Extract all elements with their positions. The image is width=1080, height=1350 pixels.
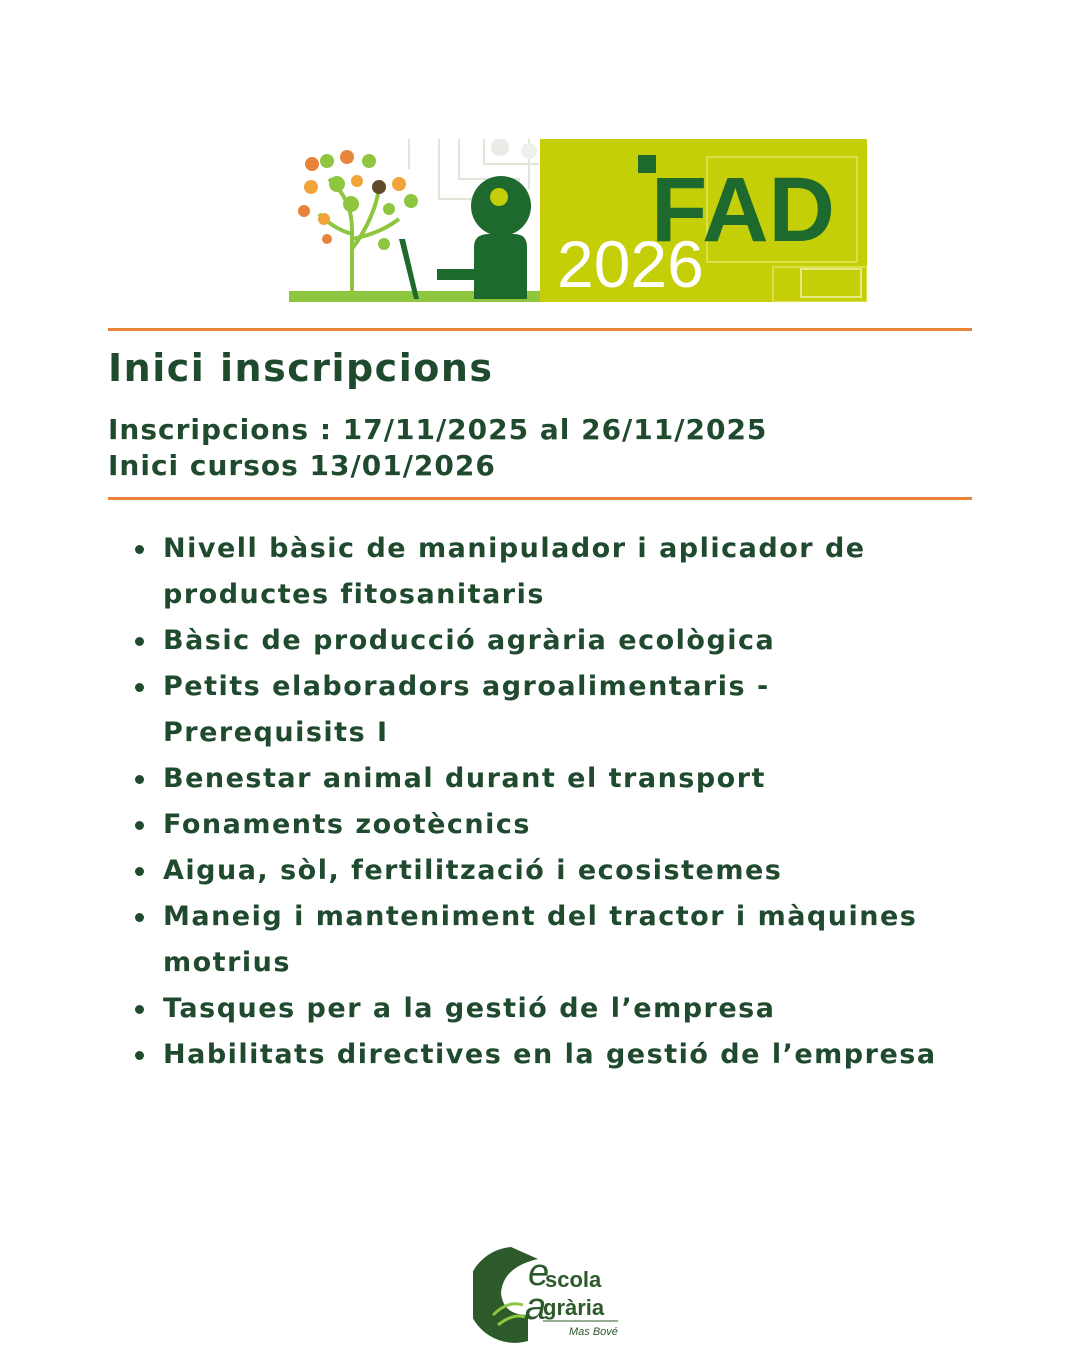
registration-dates: Inscripcions : 17/11/2025 al 26/11/2025 [108, 413, 768, 446]
course-label: Nivell bàsic de manipulador i aplicador de productes fitosanitaris [163, 533, 866, 610]
course-label: Maneig i manteniment del tractor i màquines motrius [163, 901, 918, 978]
fad-year: 2026 [557, 227, 704, 301]
list-item [130, 802, 950, 848]
list-item [130, 664, 950, 756]
logo-line-2: grària [543, 1295, 605, 1320]
escola-agraria-logo-graphic [473, 1245, 623, 1345]
list-item [130, 986, 950, 1032]
course-label: Tasques per a la gestió de l’empresa [163, 993, 776, 1024]
svg-text:a: a [525, 1286, 547, 1328]
course-label: Habilitats directives en la gestió de l’empresa [163, 1039, 937, 1070]
course-start-date: Inici cursos 13/01/2026 [108, 449, 496, 482]
logo-line-1: scola [545, 1267, 602, 1292]
bullet-icon [135, 821, 144, 830]
list-item [130, 526, 950, 618]
bullet-icon [135, 683, 144, 692]
course-list [130, 526, 950, 1078]
course-label: Bàsic de producció agrària ecològica [163, 625, 776, 656]
bullet-icon [135, 637, 144, 646]
escola-agraria-logo [473, 1245, 623, 1345]
page-title: Inici inscripcions [108, 346, 494, 390]
bullet-icon [135, 913, 144, 922]
course-label: Aigua, sòl, fertilització i ecosistemes [163, 855, 783, 886]
logo-line-3: Mas Bové [569, 1326, 618, 1338]
fad-banner [289, 139, 867, 302]
fad-banner-graphic [289, 139, 867, 302]
svg-text:e: e [528, 1252, 550, 1294]
course-label: Petits elaboradors agroalimentaris - Prerequisits I [163, 671, 770, 748]
list-item [130, 894, 950, 986]
bullet-icon [135, 775, 144, 784]
bottom-divider [108, 497, 972, 500]
bullet-icon [135, 1005, 144, 1014]
course-label: Fonaments zootècnics [163, 809, 531, 840]
bullet-icon [135, 545, 144, 554]
dates-block [108, 412, 767, 484]
list-item [130, 618, 950, 664]
course-label: Benestar animal durant el transport [163, 763, 766, 794]
fad-title: FAD [651, 159, 835, 261]
bullet-icon [135, 1051, 144, 1060]
list-item [130, 756, 950, 802]
top-divider [108, 328, 972, 331]
list-item [130, 1032, 950, 1078]
bullet-icon [135, 867, 144, 876]
list-item [130, 848, 950, 894]
